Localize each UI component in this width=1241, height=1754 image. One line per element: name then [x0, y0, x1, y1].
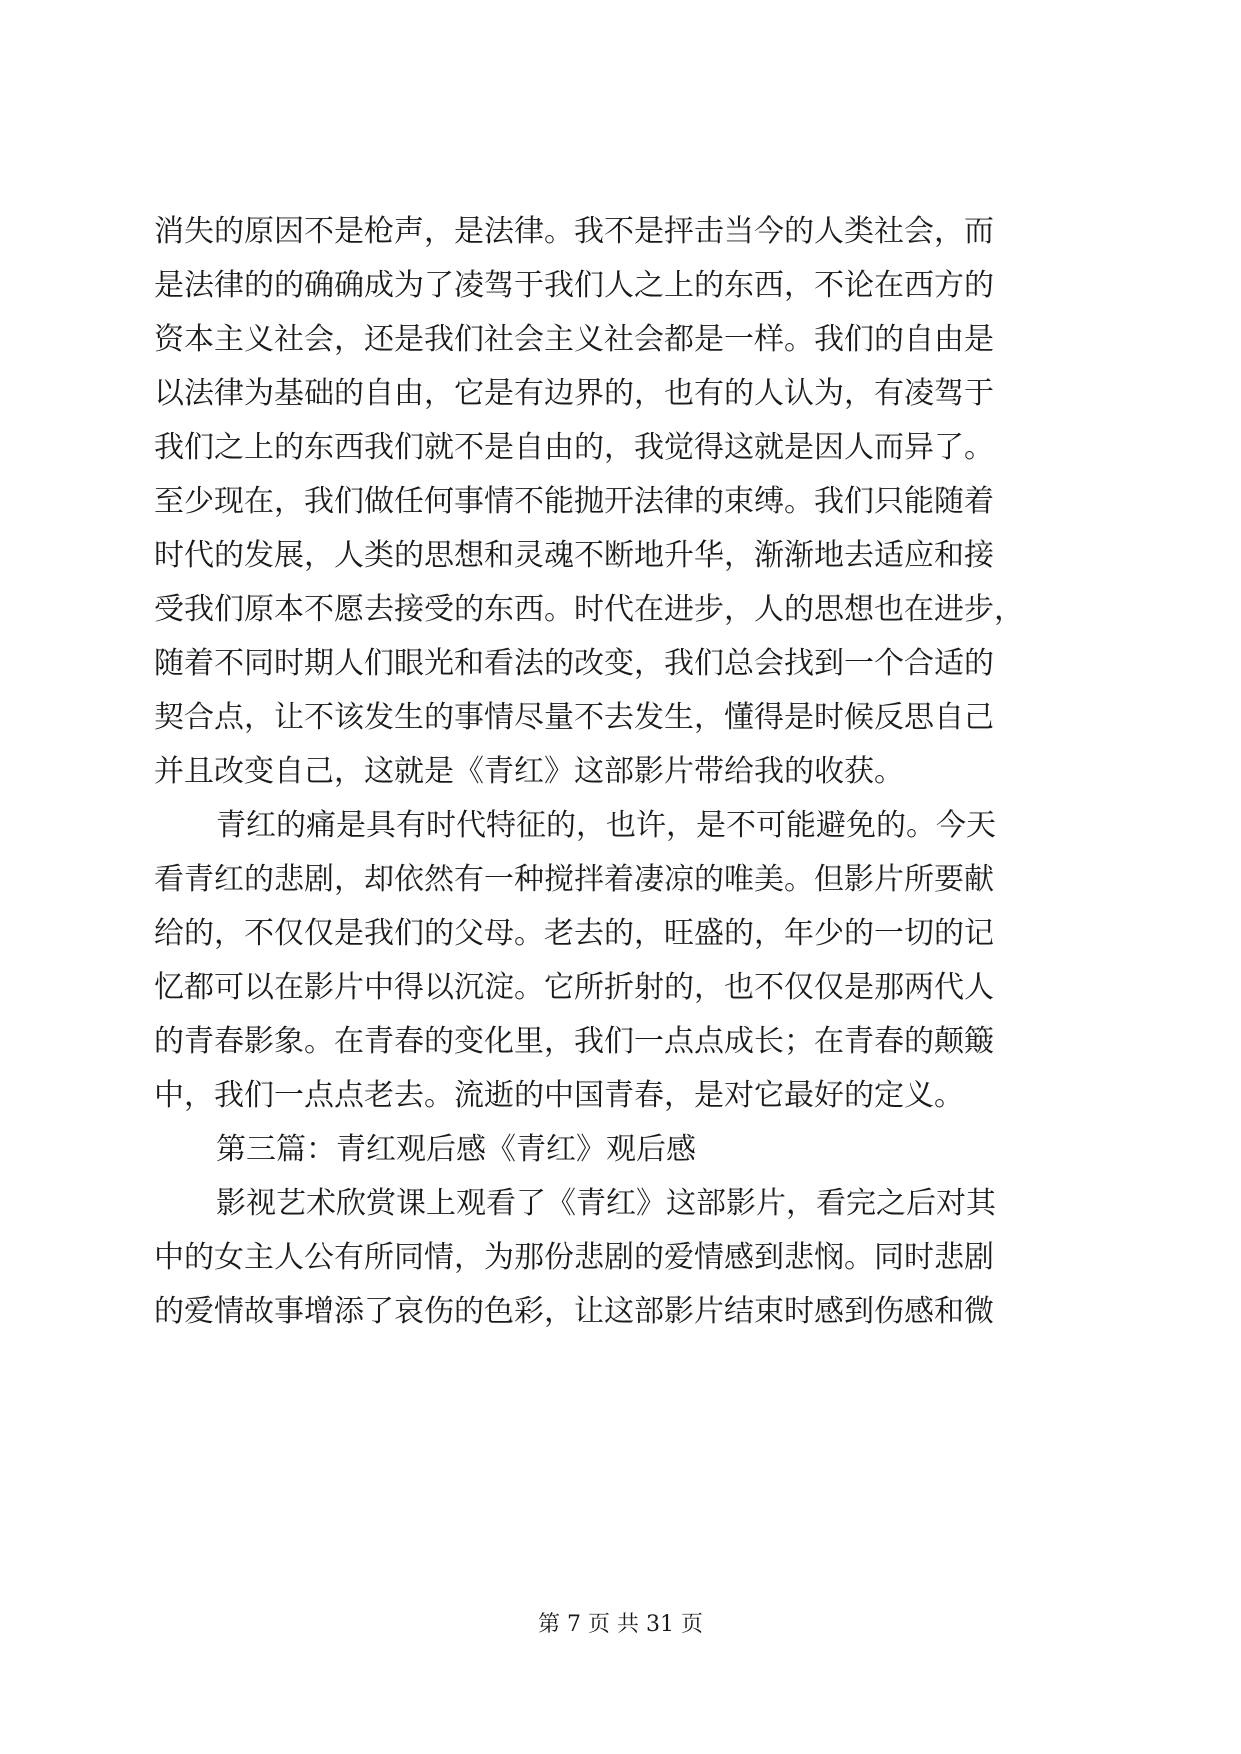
text-line: 的青春影象。在青春的变化里，我们一点点成长；在青春的颠簸	[154, 1024, 994, 1059]
paragraph-first-line: 青红的痛是具有时代特征的，也许，是不可能避免的。今天	[216, 808, 996, 843]
section-heading: 第三篇：青红观后感《青红》观后感	[216, 1132, 696, 1167]
text-line: 契合点，让不该发生的事情尽量不去发生，懂得是时候反思自己	[154, 700, 994, 735]
text-line: 我们之上的东西我们就不是自由的，我觉得这就是因人而异了。	[154, 430, 994, 465]
page-number-footer: 第 7 页 共 31 页	[538, 1612, 703, 1637]
text-line: 看青红的悲剧，却依然有一种搅拌着凄凉的唯美。但影片所要献	[154, 862, 994, 897]
text-line: 时代的发展，人类的思想和灵魂不断地升华，渐渐地去适应和接	[154, 538, 994, 573]
text-line: 消失的原因不是枪声，是法律。我不是抨击当今的人类社会，而	[154, 214, 994, 249]
paragraph-first-line: 影视艺术欣赏课上观看了《青红》这部影片，看完之后对其	[216, 1186, 996, 1221]
text-line: 资本主义社会，还是我们社会主义社会都是一样。我们的自由是	[154, 322, 994, 357]
text-line: 并且改变自己，这就是《青红》这部影片带给我的收获。	[154, 754, 904, 789]
text-line: 给的，不仅仅是我们的父母。老去的，旺盛的，年少的一切的记	[154, 916, 994, 951]
text-line: 受我们原本不愿去接受的东西。时代在进步，人的思想也在进步，	[154, 592, 1024, 627]
text-line: 随着不同时期人们眼光和看法的改变，我们总会找到一个合适的	[154, 646, 994, 681]
text-line: 中的女主人公有所同情，为那份悲剧的爱情感到悲悯。同时悲剧	[154, 1240, 994, 1275]
text-line: 至少现在，我们做任何事情不能抛开法律的束缚。我们只能随着	[154, 484, 994, 519]
text-line: 忆都可以在影片中得以沉淀。它所折射的，也不仅仅是那两代人	[154, 970, 994, 1005]
text-line: 的爱情故事增添了哀伤的色彩，让这部影片结束时感到伤感和微	[154, 1294, 994, 1329]
text-line: 是法律的的确确成为了凌驾于我们人之上的东西，不论在西方的	[154, 268, 994, 303]
text-line: 以法律为基础的自由，它是有边界的，也有的人认为，有凌驾于	[154, 376, 994, 411]
text-line: 中，我们一点点老去。流逝的中国青春，是对它最好的定义。	[154, 1078, 964, 1113]
